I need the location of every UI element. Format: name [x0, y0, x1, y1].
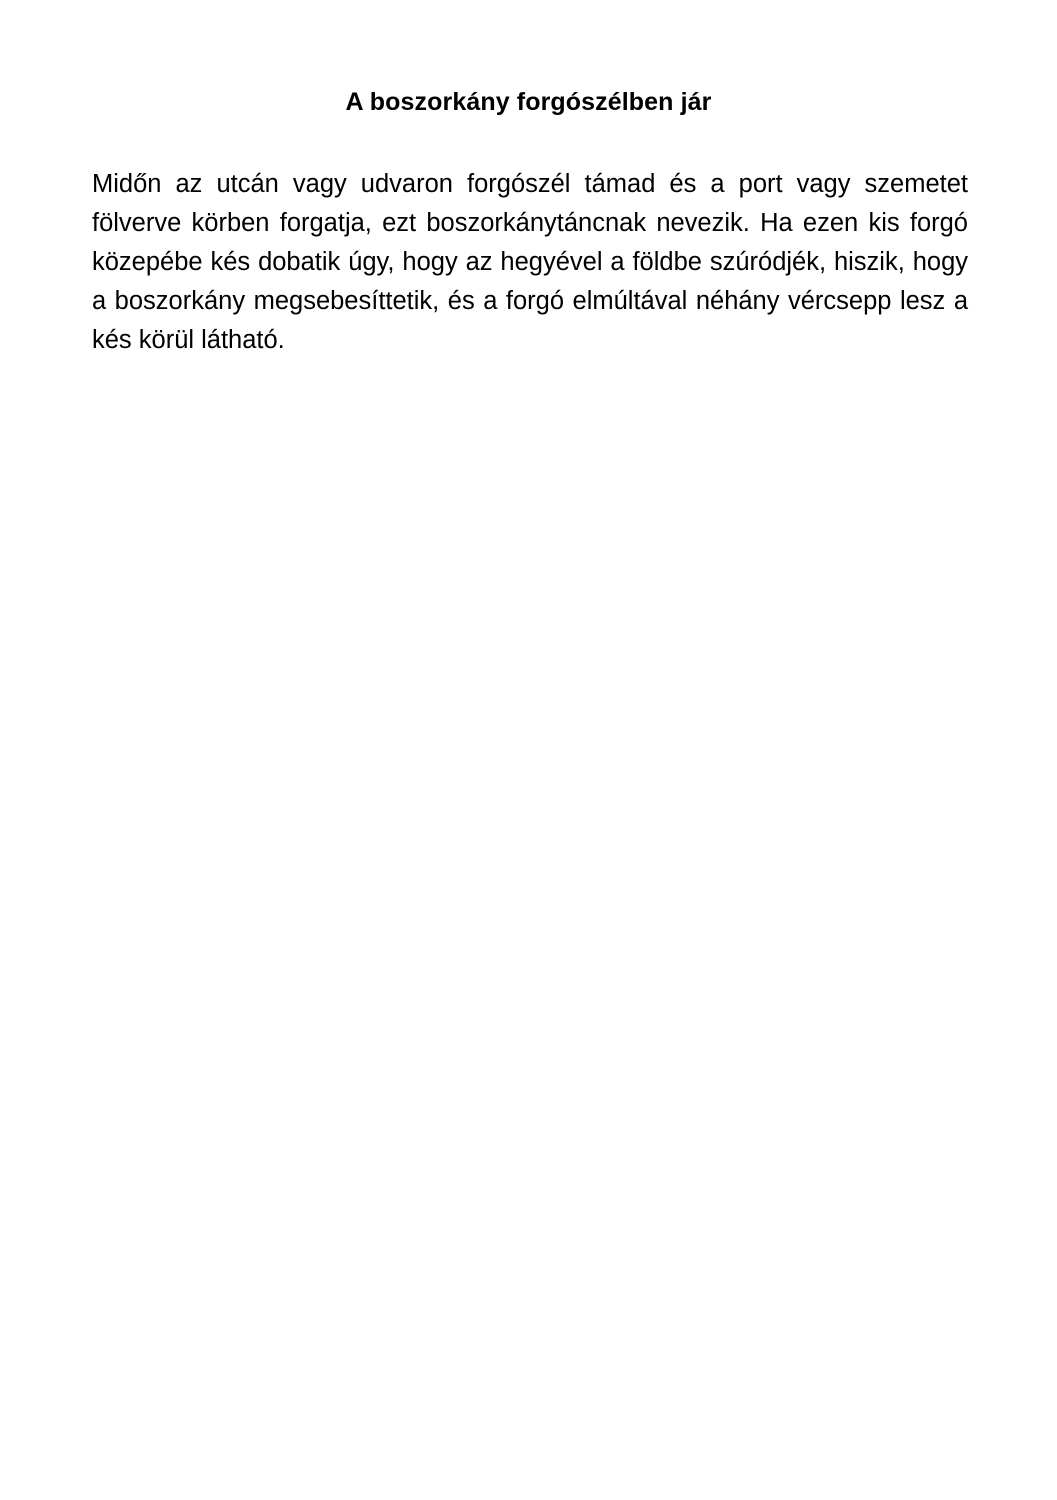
body-paragraph: Midőn az utcán vagy udvaron forgószél támad és a port vagy szemetet fölverve körben forgatja, ezt boszorkánytáncnak nevezik. Ha ezen kis forgó közepébe kés dobatik úgy, hogy az hegyével a földbe szúródjék, hiszik, hogy a boszorkány megsebesíttetik, és a forgó elmúltával néhány vércsepp lesz a kés körül látható.	[92, 169, 968, 354]
page-title: A boszorkány forgószélben jár	[345, 88, 712, 116]
